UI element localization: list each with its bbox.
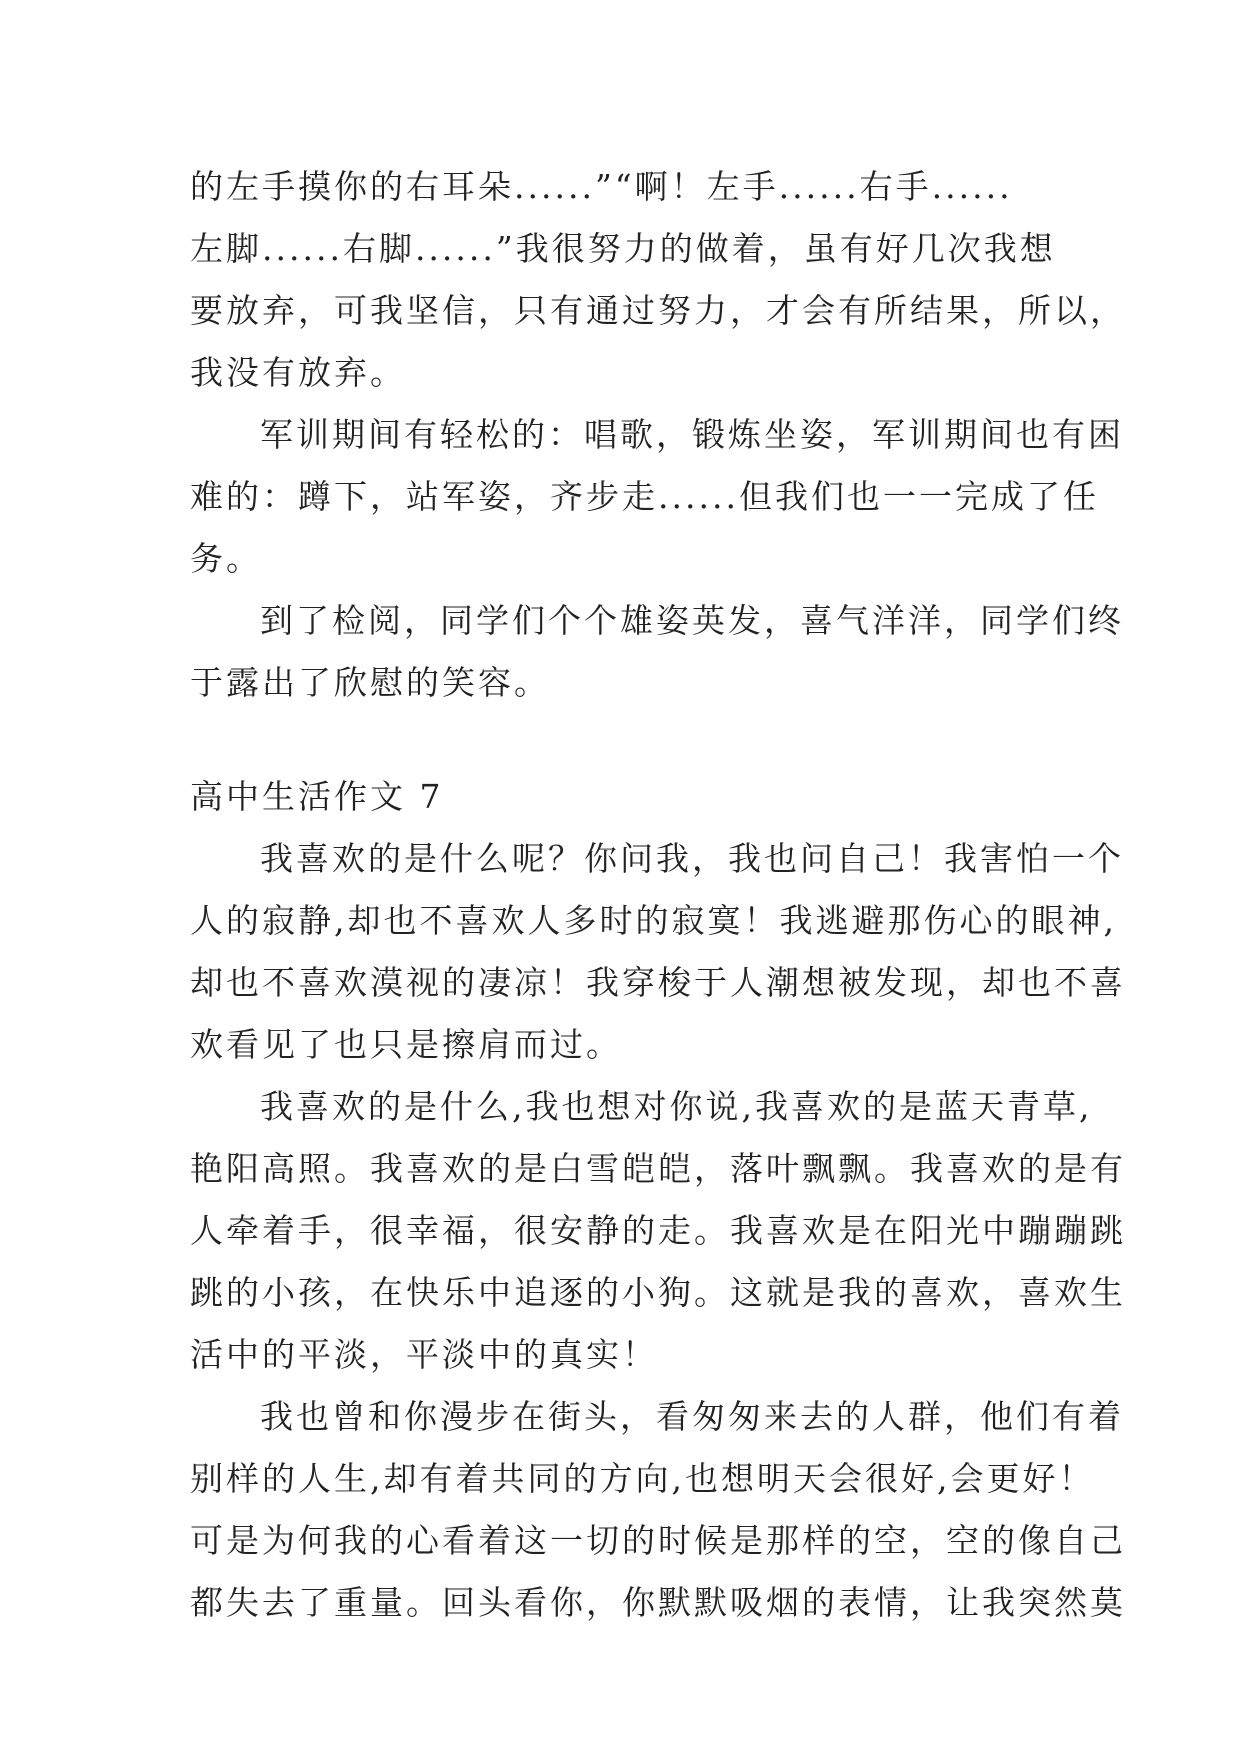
paragraph-first-line: 我喜欢的是什么,我也想对你说,我喜欢的是蓝天青草,	[260, 1087, 1093, 1126]
text-line: 人的寂静,却也不喜欢人多时的寂寞！我逃避那伤心的眼神,	[190, 901, 1117, 940]
text-line: 欢看见了也只是擦肩而过。	[190, 1025, 622, 1064]
paragraph-first-line: 我喜欢的是什么呢？你问我，我也问自己！我害怕一个	[260, 839, 1124, 878]
text-line: 跳的小孩，在快乐中追逐的小狗。这就是我的喜欢，喜欢生	[190, 1273, 1126, 1312]
text-line: 我没有放弃。	[190, 353, 406, 392]
text-line: 活中的平淡，平淡中的真实！	[190, 1335, 658, 1374]
section-heading: 高中生活作文 7	[190, 777, 444, 816]
text-line: 于露出了欣慰的笑容。	[190, 663, 550, 702]
text-line: 务。	[190, 539, 262, 578]
paragraph-first-line: 到了检阅，同学们个个雄姿英发，喜气洋洋，同学们终	[260, 601, 1124, 640]
text-line: 别样的人生,却有着共同的方向,也想明天会很好,会更好！	[190, 1459, 1095, 1498]
text-line: 的左手摸你的右耳朵......”“啊！左手......右手......	[190, 167, 1013, 206]
text-line: 左脚......右脚......”我很努力的做着，虽有好几次我想	[190, 229, 1056, 268]
text-line: 难的：蹲下，站军姿，齐步走......但我们也一一完成了任	[190, 477, 1099, 516]
paragraph-first-line: 军训期间有轻松的：唱歌，锻炼坐姿，军训期间也有困	[260, 415, 1124, 454]
document-body	[190, 156, 1126, 1634]
text-line: 人牵着手，很幸福，很安静的走。我喜欢是在阳光中蹦蹦跳	[190, 1211, 1126, 1250]
text-line: 要放弃，可我坚信，只有通过努力，才会有所结果，所以，	[190, 291, 1126, 330]
text-line: 可是为何我的心看着这一切的时候是那样的空，空的像自己	[190, 1521, 1126, 1560]
paragraph-first-line: 我也曾和你漫步在街头，看匆匆来去的人群，他们有着	[260, 1397, 1124, 1436]
text-line: 都失去了重量。回头看你，你默默吸烟的表情，让我突然莫	[190, 1583, 1126, 1622]
text-line: 却也不喜欢漠视的凄凉！我穿梭于人潮想被发现，却也不喜	[190, 963, 1126, 1002]
section-spacer	[190, 714, 1058, 766]
text-line: 艳阳高照。我喜欢的是白雪皑皑，落叶飘飘。我喜欢的是有	[190, 1149, 1126, 1188]
